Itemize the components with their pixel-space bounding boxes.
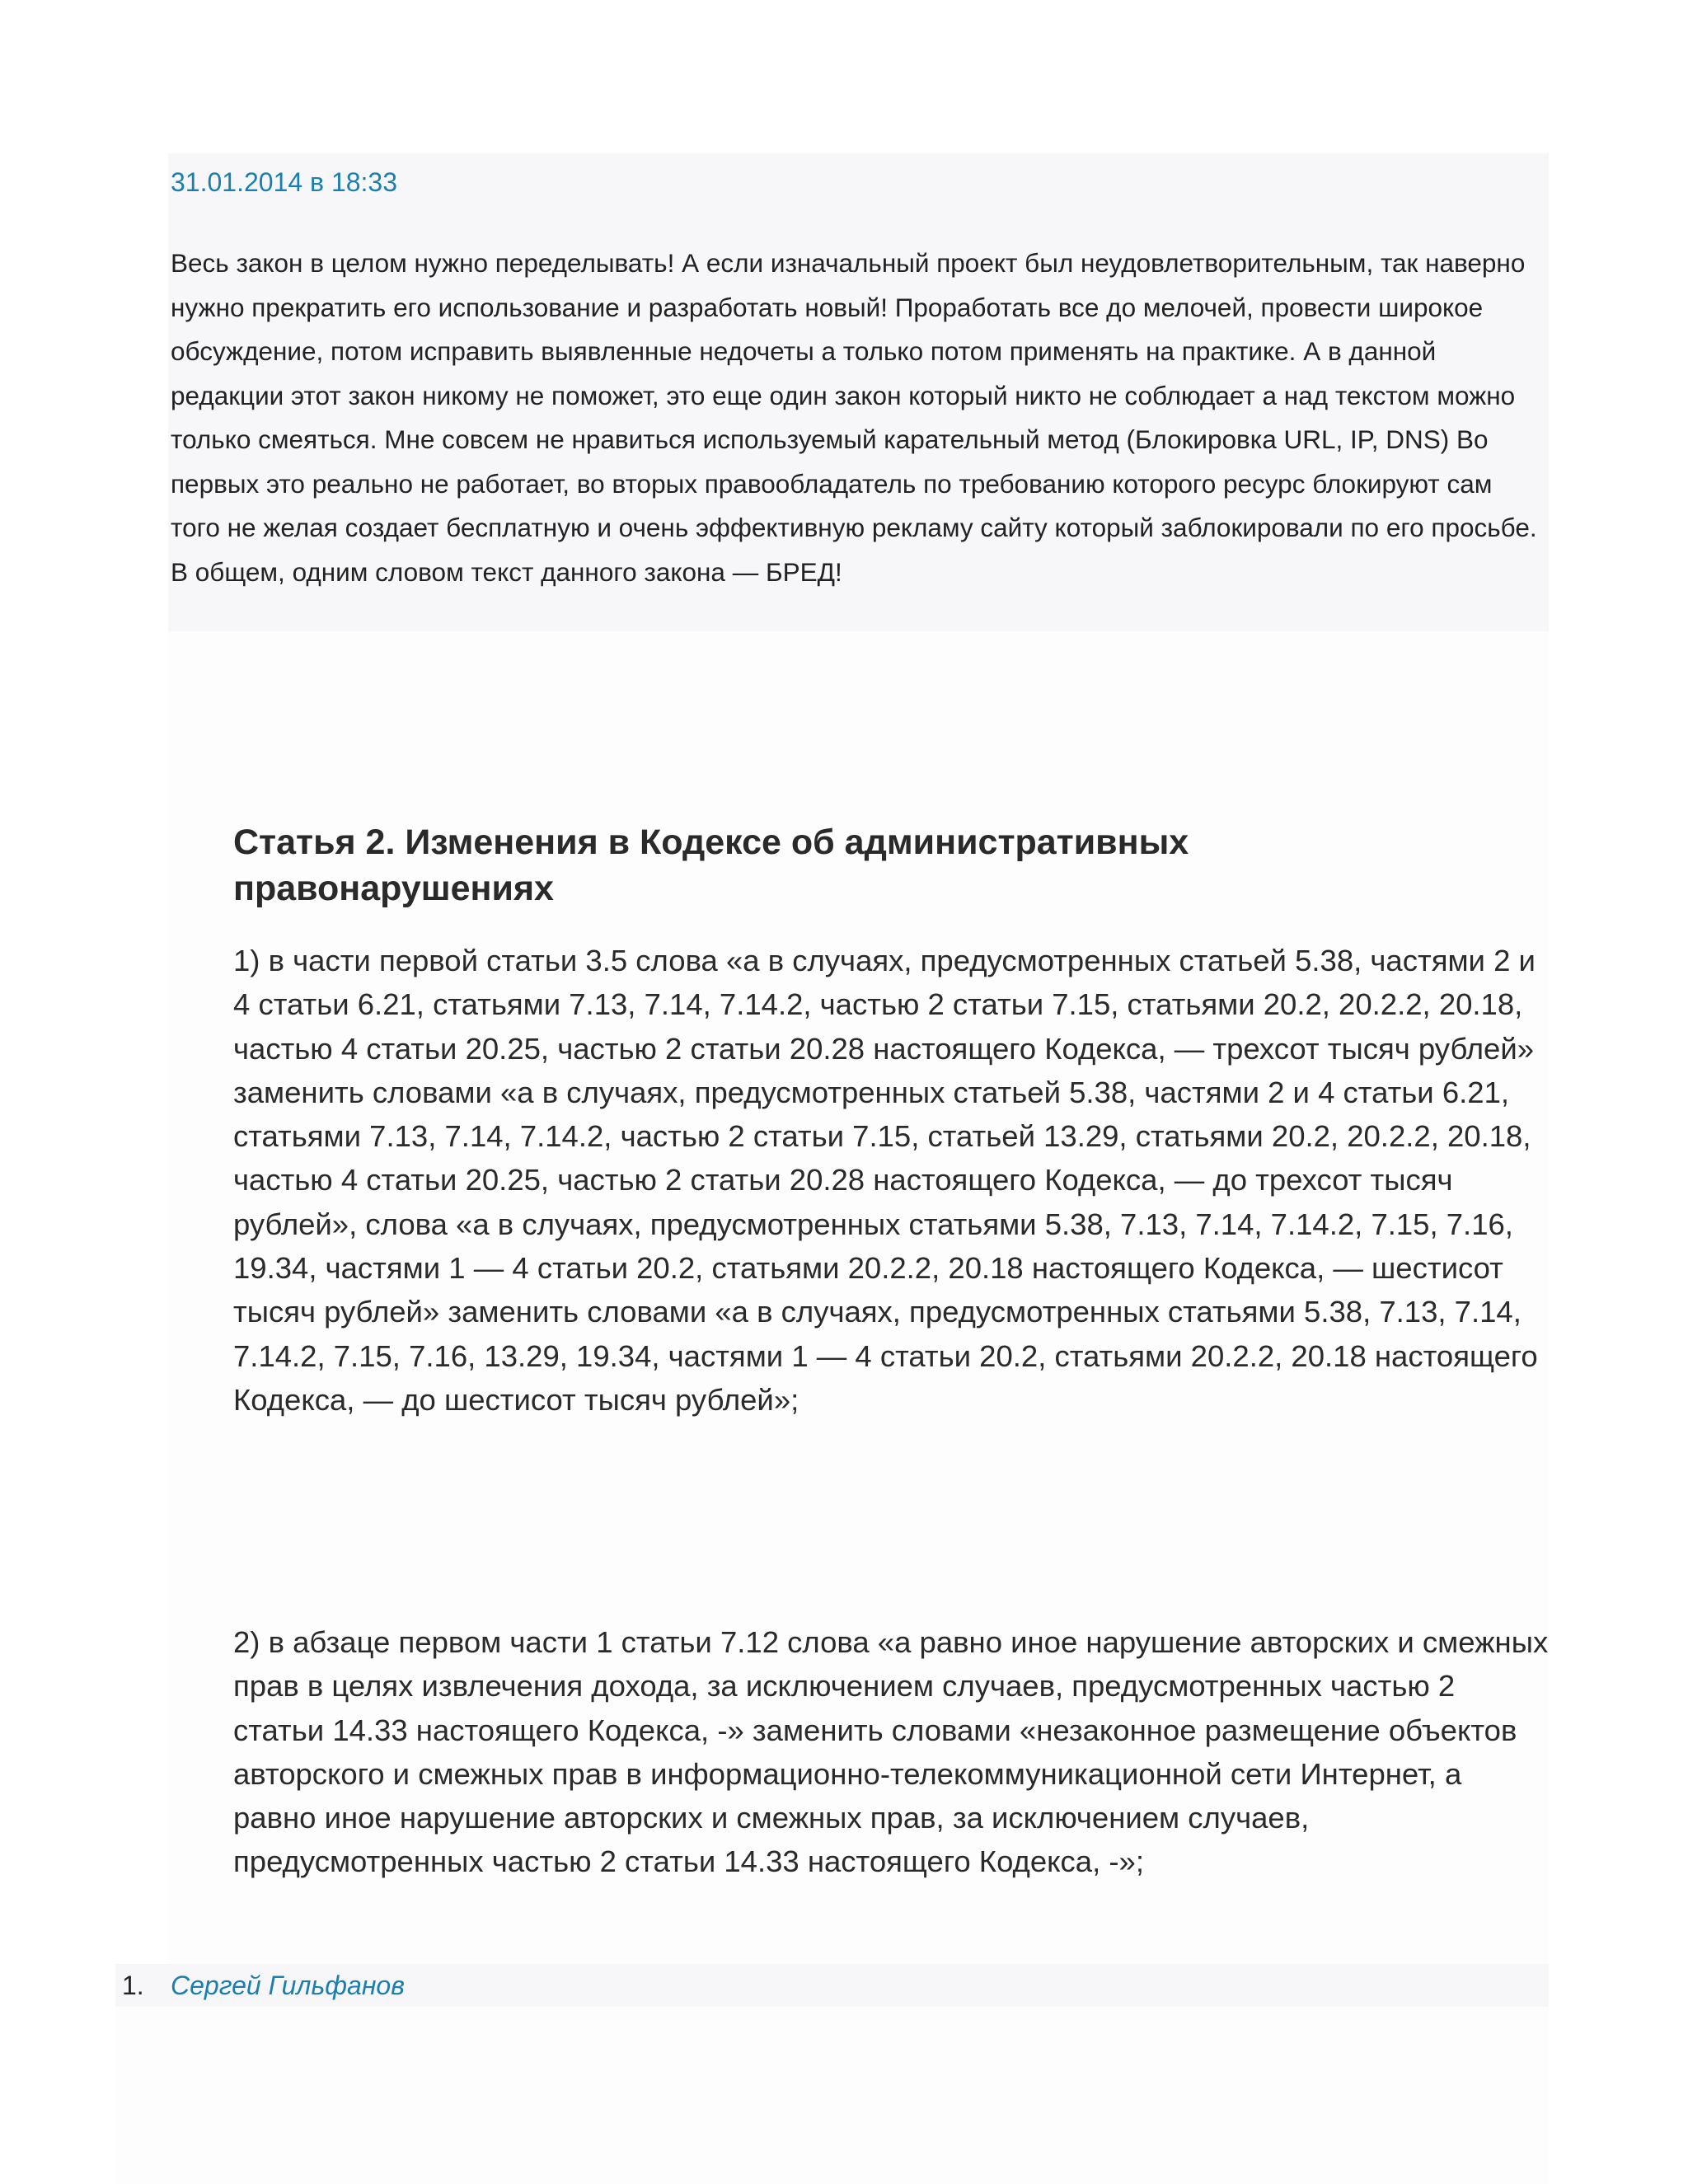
- comment-list-item: [122, 1967, 405, 2004]
- article-paragraph-2: 2) в абзаце первом части 1 статьи 7.12 слова «а равно иное нарушение авторских и смежных прав в целях извлечения дохода, за исключением случаев, предусмотренных частью 2 статьи 14.33 настоящего Кодекса, -» заменить словами «незаконное размещение объектов авторского и смежных прав в информационно-телекоммуникационной сети Интернет, а равно иное нарушение авторских и смежных прав, за исключением случаев, предусмотренных частью 2 статьи 14.33 настоящего Кодекса, -»;: [233, 1625, 1549, 1879]
- comment-body-area: [115, 2007, 1549, 2184]
- comment-date-link[interactable]: 31.01.2014 в 18:33: [171, 167, 398, 197]
- comment-text: Весь закон в целом нужно переделывать! А если изначальный проект был неудовлетворительным, так наверно нужно прекратить его использование и разработать новый! Проработать все до мелочей, провести широкое обсуждение, потом исправить выявленные недочеты а только потом применять на практике. А в данной редакции этот закон никому не поможет, это еще один закон который никто не соблюдает а над текстом можно только смеяться. Мне совсем не нравиться используемый карательный метод (Блокировка URL, IP, DNS) Во первых это реально не работает, во вторых правообладатель по требованию которого ресурс блокируют сам того не желая создает бесплатную и очень эффективную рекламу сайту который заблокировали по его просьбе. В общем, одним словом текст данного закона — БРЕД!: [171, 248, 1537, 587]
- author-link[interactable]: Сергей Гильфанов: [171, 1971, 405, 2000]
- article-paragraph-1: 1) в части первой статьи 3.5 слова «а в случаях, предусмотренных статьей 5.38, частями 2 и 4 статьи 6.21, статьями 7.13, 7.14, 7.14.2, частью 2 статьи 7.15, статьями 20.2, 20.2.2, 20.18, частью 4 статьи 20.25, частью 2 статьи 20.28 настоящего Кодекса, — трехсот тысяч рублей» заменить словами «а в случаях, предусмотренных статьей 5.38, частями 2 и 4 статьи 6.21, статьями 7.13, 7.14, 7.14.2, частью 2 статьи 7.15, статьей 13.29, статьями 20.2, 20.2.2, 20.18, частью 4 статьи 20.25, частью 2 статьи 20.28 настоящего Кодекса, — до трехсот тысяч рублей», слова «а в случаях, предусмотренных статьями 5.38, 7.13, 7.14, 7.14.2, 7.15, 7.16, 19.34, частями 1 — 4 статьи 20.2, статьями 20.2.2, 20.18 настоящего Кодекса, — шестисот тысяч рублей» заменить словами «а в случаях, предусмотренных статьями 5.38, 7.13, 7.14, 7.14.2, 7.15, 7.16, 13.29, 19.34, частями 1 — 4 статьи 20.2, статьями 20.2.2, 20.18 настоящего Кодекса, — до шестисот тысяч рублей»;: [233, 944, 1538, 1417]
- list-item-number: 1.: [122, 1971, 144, 2000]
- article-title: Статья 2. Изменения в Кодексе об административных правонарушениях: [233, 823, 1189, 908]
